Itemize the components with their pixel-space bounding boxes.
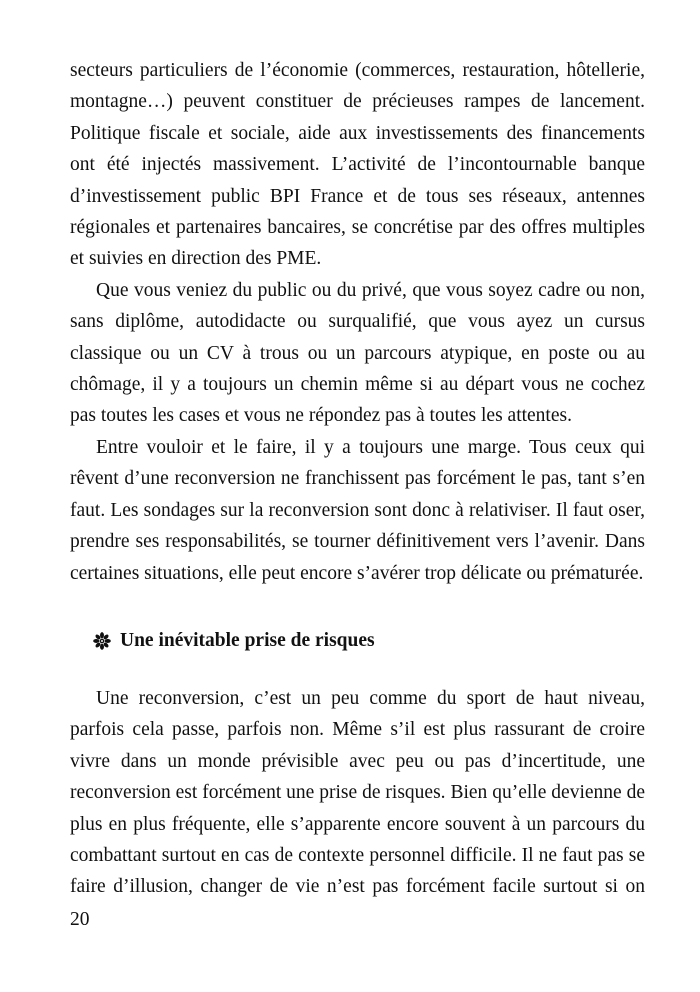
flower-bullet-icon — [93, 632, 111, 650]
paragraph-margin: Entre vouloir et le faire, il y a toujours une marge. Tous ceux qui rêvent d’une reconversion ne franchissent pas forcément le pas, tant s’en faut. Les sondages sur la reconversion sont donc à relativiser. Il faut oser, prendre ses responsabilités, se tourner définitivement vers l’avenir. Dans certaines situations, elle peut encore s’avérer trop délicate ou prématurée. — [70, 436, 645, 584]
page-number: 20 — [70, 909, 90, 930]
section-title: Une inévitable prise de risques — [120, 630, 375, 651]
paragraph-profiles: Que vous veniez du public ou du privé, que vous soyez cadre ou non, sans diplôme, autodidacte ou surqualifié, que vous ayez un cursus classique ou un CV à trous ou un parcours atypique, en poste ou au chômage, il y a toujours un chemin même si au départ vous ne cochez pas toutes les cases et vous ne répondez pas à toutes les attentes. — [70, 279, 645, 427]
paragraph-continued: secteurs particuliers de l’économie (commerces, restauration, hôtellerie, montagne…) peuvent constituer de précieuses rampes de lancement. Politique fiscale et sociale, aide aux investissements des financements ont été injectés massivement. L’activité de l’incontournable banque d’investissement public BPI France et de tous ses réseaux, antennes régionales et partenaires bancaires, se concrétise par des offres multiples et suivies en direction des PME. — [70, 60, 645, 270]
body-text-top — [70, 55, 645, 589]
section-heading — [93, 628, 375, 654]
paragraph-risk: Une reconversion, c’est un peu comme du sport de haut niveau, parfois cela passe, parfois non. Même s’il est plus rassurant de croire vivre dans un monde prévisible avec peu ou pas d’incertitude, une reconversion est forcément une prise de risques. Bien qu’elle devienne de plus en plus fréquente, elle s’apparente encore souvent à un parcours du combattant surtout en cas de contexte personnel difficile. Il ne faut pas se faire d’illusion, changer de vie n’est pas forcément facile surtout si on — [70, 688, 645, 898]
body-text-bottom — [70, 683, 645, 903]
